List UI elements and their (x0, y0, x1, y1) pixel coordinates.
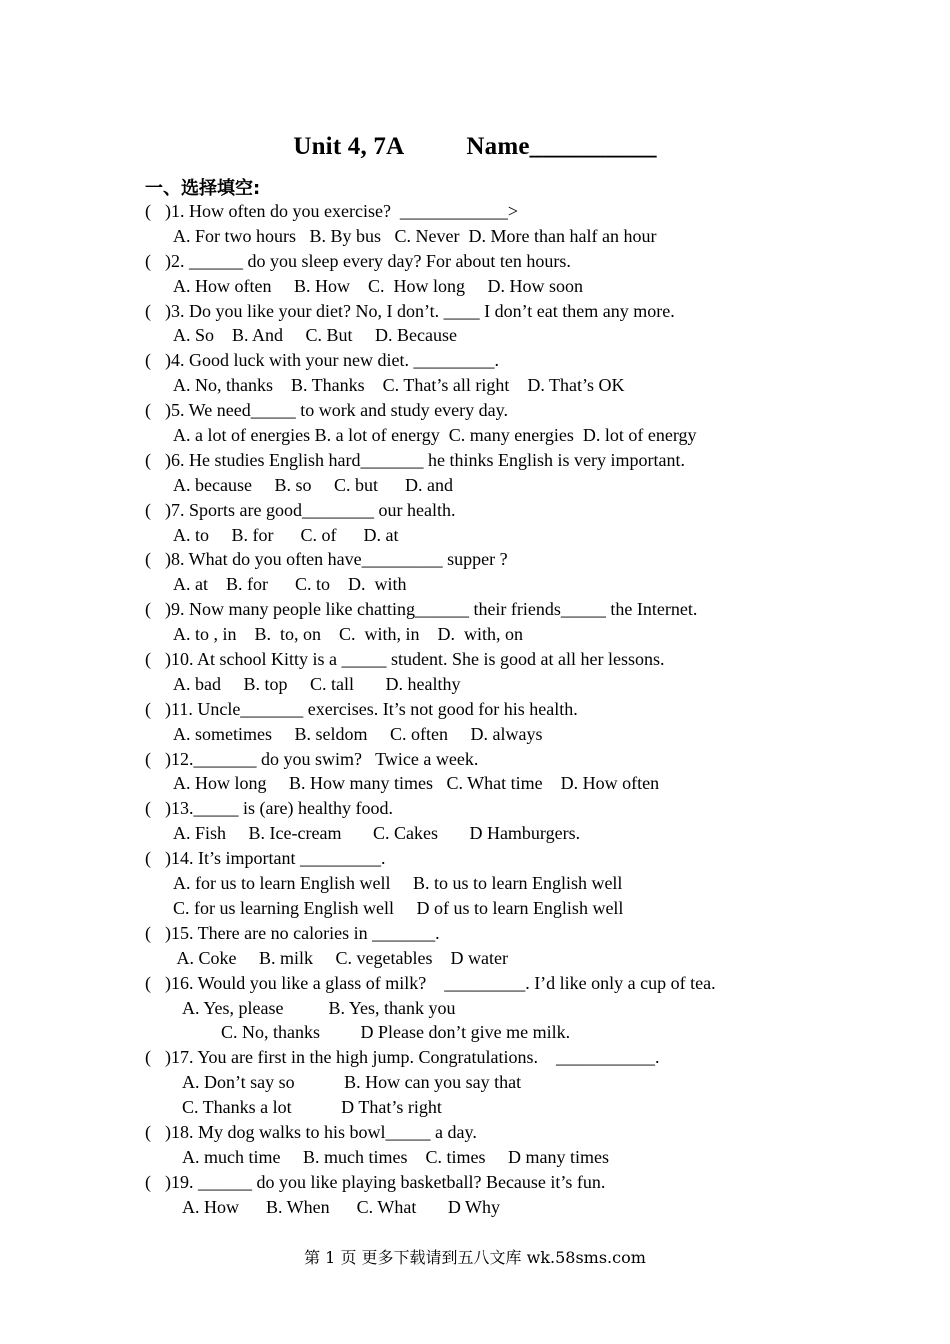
answer-blank: ( (145, 748, 151, 769)
answer-blank: ( (145, 599, 151, 620)
answer-blank-close: ) (165, 499, 171, 520)
question-text: 14. It’s important _________. (171, 848, 386, 869)
question-text: 10. At school Kitty is a _____ student. She is good at all her lessons. (171, 649, 665, 670)
question-14 (145, 846, 865, 871)
answer-blank: ( (145, 250, 151, 271)
question-10 (145, 647, 865, 672)
question-5-options: A. a lot of energies B. a lot of energy C. many energies D. lot of energy (173, 425, 697, 446)
answer-blank: ( (145, 798, 151, 819)
question-12-options: A. How long B. How many times C. What time D. How often (173, 773, 660, 794)
question-15-options: A. Coke B. milk C. vegetables D water (173, 947, 508, 968)
answer-blank-close: ) (165, 400, 171, 421)
answer-blank-close: ) (165, 798, 171, 819)
question-16-options-a-b: A. Yes, please B. Yes, thank you (182, 997, 456, 1018)
question-4 (145, 348, 865, 373)
question-8 (145, 547, 865, 572)
question-19 (145, 1170, 865, 1195)
question-7 (145, 498, 865, 523)
answer-blank: ( (145, 848, 151, 869)
answer-blank: ( (145, 549, 151, 570)
answer-blank-close: ) (165, 972, 171, 993)
question-7-options: A. to B. for C. of D. at (173, 524, 399, 545)
question-11-options: A. sometimes B. seldom C. often D. always (173, 723, 543, 744)
answer-blank-close: ) (165, 922, 171, 943)
answer-blank-close: ) (165, 599, 171, 620)
answer-blank-close: ) (165, 201, 171, 221)
question-5 (145, 398, 865, 423)
question-text: 7. Sports are good________ our health. (171, 499, 456, 520)
question-text: 19. ______ do you like playing basketball? Because it’s fun. (171, 1171, 606, 1192)
question-text: 8. What do you often have_________ supper ? (171, 549, 508, 570)
question-11 (145, 697, 865, 722)
answer-blank-close: ) (165, 649, 171, 670)
question-15 (145, 921, 865, 946)
question-14-options-c-d: C. for us learning English well D of us to learn English well (173, 897, 624, 918)
question-13-options: A. Fish B. Ice-cream C. Cakes D Hamburgers. (173, 823, 581, 844)
question-text: 16. Would you like a glass of milk? _________. I’d like only a cup of tea. (171, 972, 716, 993)
question-text: 17. You are first in the high jump. Congratulations. ___________. (171, 1047, 660, 1068)
question-4-options: A. No, thanks B. Thanks C. That’s all right D. That’s OK (173, 375, 625, 396)
answer-blank: ( (145, 400, 151, 421)
question-19-options: A. How B. When C. What D Why (182, 1196, 500, 1217)
question-14-options-a-b: A. for us to learn English well B. to us to learn English well (173, 873, 623, 894)
question-text: 3. Do you like your diet? No, I don’t. ____ I don’t eat them any more. (171, 300, 675, 321)
question-17-options-c-d: C. Thanks a lot D That’s right (182, 1097, 442, 1118)
question-text: 13._____ is (are) healthy food. (171, 798, 393, 819)
answer-blank: ( (145, 922, 151, 943)
question-2-options: A. How often B. How C. How long D. How soon (173, 275, 583, 296)
question-3-options: A. So B. And C. But D. Because (173, 325, 458, 346)
question-text: 1. How often do you exercise? ____________> (171, 201, 519, 221)
question-text: 4. Good luck with your new diet. _________. (171, 350, 499, 371)
answer-blank: ( (145, 1121, 151, 1142)
unit-label: Unit 4, 7A (293, 133, 405, 160)
question-text: 15. There are no calories in _______. (171, 922, 440, 943)
question-17-options-a-b: A. Don’t say so B. How can you say that (182, 1072, 522, 1093)
question-18 (145, 1120, 865, 1145)
question-1 (145, 199, 865, 224)
answer-blank-close: ) (165, 1121, 171, 1142)
answer-blank: ( (145, 201, 151, 221)
answer-blank-close: ) (165, 250, 171, 271)
answer-blank-close: ) (165, 848, 171, 869)
question-16-options-c-d: C. No, thanks D Please don’t give me milk. (221, 1022, 571, 1043)
question-text: 12._______ do you swim? Twice a week. (171, 748, 479, 769)
answer-blank: ( (145, 1047, 151, 1068)
question-8-options: A. at B. for C. to D. with (173, 574, 407, 595)
question-text: 5. We need_____ to work and study every day. (171, 400, 508, 421)
question-13 (145, 796, 865, 821)
answer-blank-close: ) (165, 1047, 171, 1068)
question-3 (145, 299, 865, 324)
question-6 (145, 448, 865, 473)
question-18-options: A. much time B. much times C. times D many times (182, 1146, 609, 1167)
page-footer: 第 1 页 更多下载请到五八文库 wk.58sms.com (304, 1248, 646, 1267)
name-field-label: Name__________ (466, 133, 657, 160)
answer-blank-close: ) (165, 449, 171, 470)
question-6-options: A. because B. so C. but D. and (173, 474, 453, 495)
question-17 (145, 1045, 865, 1070)
answer-blank: ( (145, 300, 151, 321)
answer-blank: ( (145, 449, 151, 470)
question-10-options: A. bad B. top C. tall D. healthy (173, 673, 461, 694)
question-2 (145, 249, 865, 274)
document-title (0, 133, 950, 161)
section-heading: 一、选择填空: (145, 178, 261, 199)
answer-blank-close: ) (165, 549, 171, 570)
question-text: 2. ______ do you sleep every day? For about ten hours. (171, 250, 571, 271)
answer-blank: ( (145, 698, 151, 719)
answer-blank-close: ) (165, 748, 171, 769)
answer-blank-close: ) (165, 350, 171, 371)
question-16 (145, 971, 865, 996)
answer-blank-close: ) (165, 698, 171, 719)
answer-blank: ( (145, 649, 151, 670)
answer-blank-close: ) (165, 1171, 171, 1192)
question-text: 11. Uncle_______ exercises. It’s not good for his health. (171, 698, 578, 719)
question-1-options: A. For two hours B. By bus C. Never D. More than half an hour (173, 225, 657, 246)
answer-blank: ( (145, 350, 151, 371)
answer-blank-close: ) (165, 300, 171, 321)
answer-blank: ( (145, 499, 151, 520)
question-text: 18. My dog walks to his bowl_____ a day. (171, 1121, 477, 1142)
question-text: 6. He studies English hard_______ he thinks English is very important. (171, 449, 685, 470)
answer-blank: ( (145, 1171, 151, 1192)
question-9-options: A. to , in B. to, on C. with, in D. with, on (173, 624, 524, 645)
question-9 (145, 597, 865, 622)
answer-blank: ( (145, 972, 151, 993)
question-text: 9. Now many people like chatting______ their friends_____ the Internet. (171, 599, 698, 620)
question-12 (145, 747, 865, 772)
question-list (145, 199, 865, 1220)
